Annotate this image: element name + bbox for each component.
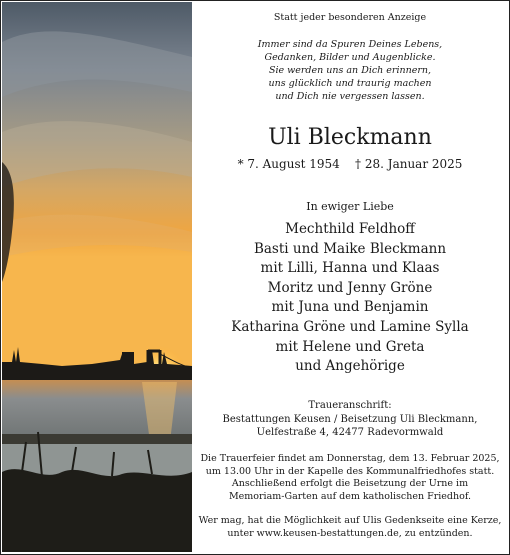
deceased-name: Uli Bleckmann [268, 125, 432, 150]
poem-line: Immer sind da Spuren Deines Lebens, [257, 39, 443, 50]
mourner-line: mit Helene und Greta [275, 338, 425, 355]
mourning-address [192, 414, 508, 439]
poem-line: uns glücklich und traurig machen [268, 78, 432, 89]
poem-line: Gedanken, Bilder und Augenblicke. [264, 52, 436, 63]
birth-date: * 7. August 1954 [237, 157, 340, 171]
mourner-line: Mechthild Feldhoff [285, 221, 415, 237]
mourner-line: Basti und Maike Bleckmann [253, 240, 447, 257]
poem-line: und Dich nie vergessen lassen. [275, 91, 425, 102]
funeral-info-line: Die Trauerfeier findet am Donnerstag, dem 13. Februar 2025, [200, 453, 500, 464]
mourning-address-label: Traueranschrift: [308, 400, 392, 411]
mourner-line: Moritz und Jenny Gröne [267, 279, 433, 296]
death-date: † 28. Januar 2025 [355, 157, 463, 171]
address-line: Uelfestraße 4, 42477 Radevormwald [256, 426, 444, 438]
notice-header: Statt jeder besonderen Anzeige [273, 12, 427, 23]
mourner-line: mit Juna und Benjamin [271, 299, 429, 316]
memorial-line: Wer mag, hat die Möglichkeit auf Ulis Gedenkseite eine Kerze, [198, 515, 502, 526]
in-love-line: In ewiger Liebe [306, 200, 394, 213]
life-dates [192, 157, 508, 171]
address-line: Bestattungen Keusen / Beisetzung Uli Bleckmann, [222, 414, 478, 425]
mourner-line: und Angehörige [295, 358, 405, 375]
funeral-info-line: Memoriam-Garten auf dem katholischen Friedhof. [228, 490, 472, 502]
mourner-line: Katharina Gröne und Lamine Sylla [231, 318, 469, 335]
funeral-info-line: um 13.00 Uhr in der Kapelle des Kommunalfriedhofes statt. [205, 465, 495, 477]
mourners-list [192, 220, 508, 377]
poem-line: Sie werden uns an Dich erinnern, [268, 65, 432, 76]
poem [192, 38, 508, 103]
memorial-line: unter www.keusen-bestattungen.de, zu entzünden. [227, 527, 473, 539]
notice-text [192, 0, 508, 553]
memorial-page-note [192, 515, 508, 540]
funeral-info [192, 453, 508, 503]
mourner-line: mit Lilli, Hanna und Klaas [260, 260, 440, 277]
sunset-photo [2, 2, 192, 552]
funeral-info-line: Anschließend erfolgt die Beisetzung der Urne im [231, 478, 469, 489]
